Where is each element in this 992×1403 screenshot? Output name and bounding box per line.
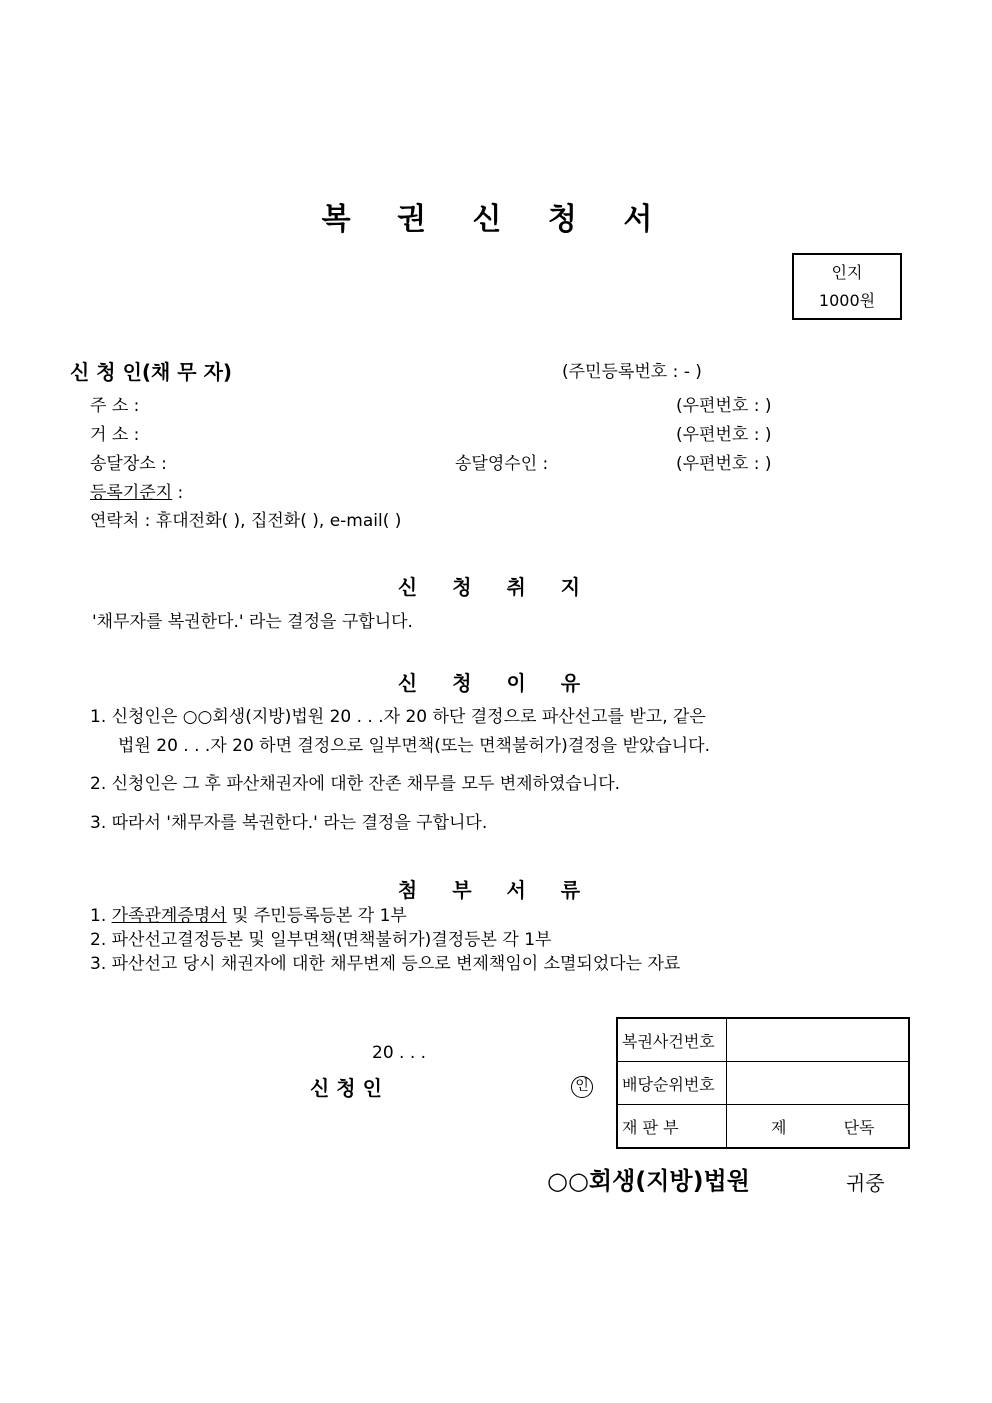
division-suffix: 단독	[843, 1117, 875, 1137]
table-row	[617, 1018, 909, 1062]
reason-item-3: 3. 따라서 '채무자를 복권한다.' 라는 결정을 구합니다.	[90, 813, 488, 833]
seal-icon: 인	[571, 1076, 593, 1098]
residence-postcode: (우편번호 : )	[676, 425, 772, 445]
stamp-amount: 1000원	[818, 291, 876, 310]
table-row	[617, 1062, 909, 1105]
registry-colon: :	[172, 483, 184, 503]
court-division-label: 재 판 부	[617, 1105, 727, 1149]
division-prefix: 제	[771, 1117, 787, 1137]
stamp-label: 인지	[831, 263, 863, 282]
dividend-rank-label: 배당순위번호	[617, 1062, 727, 1105]
residence-label: 거 소 :	[90, 425, 140, 445]
address-postcode: (우편번호 : )	[676, 396, 772, 416]
address-label: 주 소 :	[90, 396, 140, 416]
attachments-heading: 첨 부 서 류	[397, 878, 595, 902]
reason-item-1-line-1: 1. 신청인은 ○○회생(지방)법원 20 . . .자 20 하단 결정으로 파산선고를 받고, 같은	[90, 707, 706, 727]
attachment-item-3: 3. 파산선고 당시 채권자에 대한 채무변제 등으로 변제책임이 소멸되었다는 자료	[90, 954, 681, 974]
registry-label: 등록기준지	[90, 483, 173, 503]
case-number-value	[727, 1018, 910, 1062]
reason-item-2: 2. 신청인은 그 후 파산채권자에 대한 잔존 채무를 모두 변제하였습니다.	[90, 774, 621, 794]
delivery-recipient-label: 송달영수인 :	[455, 454, 549, 474]
family-certificate-text: 가족관계증명서	[111, 906, 227, 926]
applicant-heading: 신 청 인(채 무 자)	[70, 360, 233, 384]
court-suffix: 귀중	[846, 1171, 885, 1195]
attachment-item-1-number: 1.	[90, 906, 112, 926]
dividend-rank-value	[727, 1062, 910, 1105]
registry-line	[90, 485, 183, 502]
date-line: 20 . . .	[372, 1043, 427, 1063]
case-info-table	[616, 1017, 910, 1149]
resident-number-field: (주민등록번호 : - )	[562, 362, 702, 382]
signer-label: 신 청 인	[310, 1076, 382, 1100]
court-name: ○○회생(지방)법원	[547, 1167, 750, 1195]
reason-item-1-line-2: 법원 20 . . .자 20 하면 결정으로 일부면책(또는 면책불허가)결정을 받았습니다.	[118, 736, 710, 756]
attachment-item-2: 2. 파산선고결정등본 및 일부면책(면책불허가)결정등본 각 1부	[90, 930, 552, 950]
attachment-item-1-rest: 및 주민등록등본 각 1부	[226, 906, 407, 926]
purpose-text: '채무자를 복권한다.' 라는 결정을 구합니다.	[92, 612, 413, 632]
reason-heading: 신 청 이 유	[397, 671, 595, 695]
purpose-heading: 신 청 취 지	[397, 575, 595, 599]
table-row	[617, 1105, 909, 1149]
delivery-postcode: (우편번호 : )	[676, 454, 772, 474]
delivery-place-label: 송달장소 :	[90, 454, 167, 474]
attachment-item-1	[90, 908, 407, 925]
court-division-value	[727, 1105, 910, 1149]
document-title: 복 권 신 청 서	[321, 202, 671, 237]
case-number-label: 복권사건번호	[617, 1018, 727, 1062]
contact-line: 연락처 : 휴대전화( ), 집전화( ), e-mail( )	[90, 511, 402, 531]
revenue-stamp-box	[792, 253, 902, 320]
